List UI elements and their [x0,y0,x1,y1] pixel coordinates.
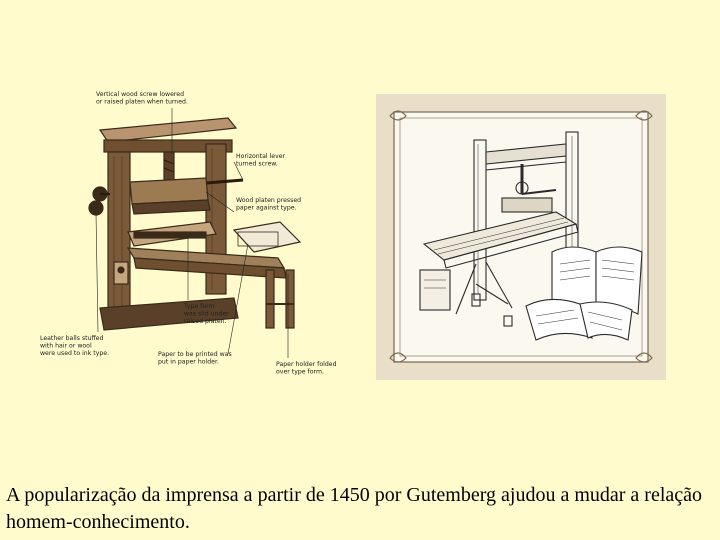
annotation-line: over type form. [276,368,324,376]
slide-caption: A popularização da imprensa a partir de 1450 por Gutemberg ajudou a mudar a relação homem-conhecimento. [6,484,703,533]
annotation-line: Wood platen pressed [236,197,302,204]
annotation-line: was slid under [184,310,229,318]
annotation-line: Paper to be printed was [158,351,232,358]
annotation-line: paper against type. [236,204,297,212]
annotation-leather-balls [40,335,109,357]
annotation-line: with hair or wool [40,342,92,350]
press-diagram-illustration [38,82,338,382]
annotation-line: turned screw. [236,160,278,168]
annotation-line: Vertical wood screw lowered [96,91,185,98]
annotation-line: Horizontal lever [236,153,286,160]
annotation-line: raised platen. [184,317,227,325]
annotation-line: or raised platen when turned. [96,98,188,106]
annotation-line: were used to ink type. [40,349,110,357]
annotation-screw [96,91,188,105]
annotation-paper-holder [276,361,338,375]
annotation-line: Paper holder folded [276,361,337,368]
annotation-line: Type form [184,303,215,310]
annotation-line: Leather balls stuffed [40,335,104,342]
annotation-paper [158,351,234,365]
annotation-lever [236,153,287,167]
annotation-line: put in paper holder. [158,358,219,366]
press-drawing-illustration [376,94,666,380]
annotation-platen [236,197,303,211]
